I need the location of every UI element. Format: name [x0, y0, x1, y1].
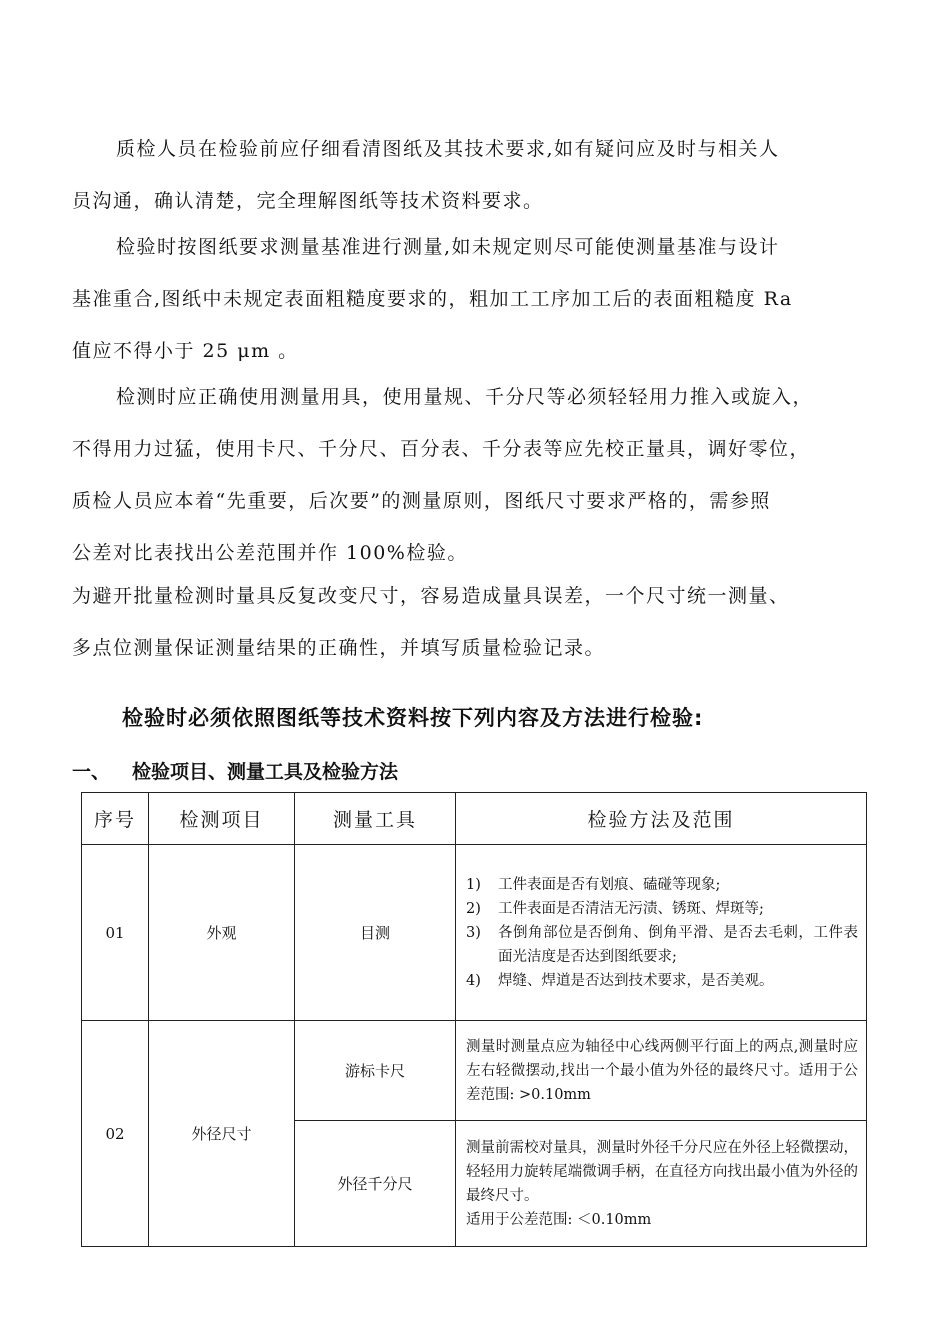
paragraph-line: 员沟通，确认清楚，完全理解图纸等技术资料要求。 — [72, 190, 544, 212]
paragraph-line: 质检人员在检验前应仔细看清图纸及其技术要求,如有疑问应及时与相关人 — [116, 138, 780, 160]
paragraph-line: 检验时按图纸要求测量基准进行测量,如未规定则尽可能使测量基准与设计 — [116, 236, 780, 258]
list-number: 2) — [466, 900, 481, 917]
header-no: 序号 — [82, 793, 149, 845]
list-text: 工件表面是否有划痕、磕碰等现象; — [498, 876, 721, 893]
header-method: 检验方法及范围 — [456, 793, 867, 845]
paragraph-1 — [72, 123, 872, 227]
cell-no: 01 — [82, 845, 149, 1021]
cell-tool: 游标卡尺 — [295, 1021, 456, 1121]
list-text: 工件表面是否清洁无污渍、锈斑、焊斑等; — [498, 900, 764, 917]
header-item: 检测项目 — [149, 793, 295, 845]
paragraph-line: 检测时应正确使用测量用具，使用量规、千分尺等必须轻轻用力推入或旋入， — [116, 386, 814, 408]
cell-item: 外观 — [149, 845, 295, 1021]
cell-item: 外径尺寸 — [149, 1021, 295, 1247]
header-tool: 测量工具 — [295, 793, 456, 845]
section-title-text: 检验项目、测量工具及检验方法 — [132, 761, 399, 783]
paragraph-2 — [72, 221, 872, 377]
list-text: 焊缝、焊道是否达到技术要求，是否美观。 — [498, 972, 774, 989]
paragraph-line: 质检人员应本着“先重要，后次要”的测量原则，图纸尺寸要求严格的，需参照 — [72, 490, 771, 512]
paragraph-line: 基准重合,图纸中未规定表面粗糙度要求的，粗加工工序加工后的表面粗糙度 Ra — [72, 288, 793, 310]
cell-method — [456, 845, 867, 1021]
paragraph-line: 多点位测量保证测量结果的正确性，并填写质量检验记录。 — [72, 637, 606, 659]
paragraph-line: 为避开批量检测时量具反复改变尺寸，容易造成量具误差，一个尺寸统一测量、 — [72, 585, 790, 607]
method-list — [466, 873, 858, 993]
list-item — [466, 873, 858, 897]
paragraph-line: 不得用力过猛，使用卡尺、千分尺、百分表、千分表等应先校正量具，调好零位， — [72, 438, 811, 460]
table-header-row — [82, 793, 867, 845]
cell-tool: 外径千分尺 — [295, 1121, 456, 1247]
list-item — [466, 897, 858, 921]
paragraph-line: 公差对比表找出公差范围并作 100%检验。 — [72, 542, 468, 564]
list-item — [466, 921, 858, 969]
cell-no: 02 — [82, 1021, 149, 1247]
list-number: 4) — [466, 972, 481, 989]
method-range: 适用于公差范围: ＜0.10mm — [466, 1211, 652, 1228]
list-item — [466, 969, 858, 993]
paragraph-4 — [72, 570, 872, 674]
cell-method: 测量时测量点应为轴径中心线两侧平行面上的两点,测量时应左右轻微摆动,找出一个最小值为外径的最终尺寸。适用于公差范围: >0.10mm — [456, 1021, 867, 1121]
paragraph-3 — [72, 371, 872, 579]
cell-tool: 目测 — [295, 845, 456, 1021]
list-text: 各倒角部位是否倒角、倒角平滑、是否去毛刺，工件表面光洁度是否达到图纸要求; — [498, 924, 858, 965]
method-text: 测量前需校对量具，测量时外径千分尺应在外径上轻微摆动，轻轻用力旋转尾端微调手柄，在直径方向找出最小值为外径的最终尺寸。 — [466, 1139, 858, 1204]
inspection-table — [81, 792, 867, 1247]
section-number: 一、 — [72, 761, 111, 783]
table-row — [82, 1021, 867, 1121]
main-heading: 检验时必须依照图纸等技术资料按下列内容及方法进行检验: — [122, 706, 704, 730]
list-number: 3) — [466, 924, 481, 941]
paragraph-line: 值应不得小于 25 μm 。 — [72, 340, 299, 362]
section-title — [72, 757, 398, 784]
cell-method — [456, 1121, 867, 1247]
list-number: 1) — [466, 876, 481, 893]
table-row — [82, 845, 867, 1021]
